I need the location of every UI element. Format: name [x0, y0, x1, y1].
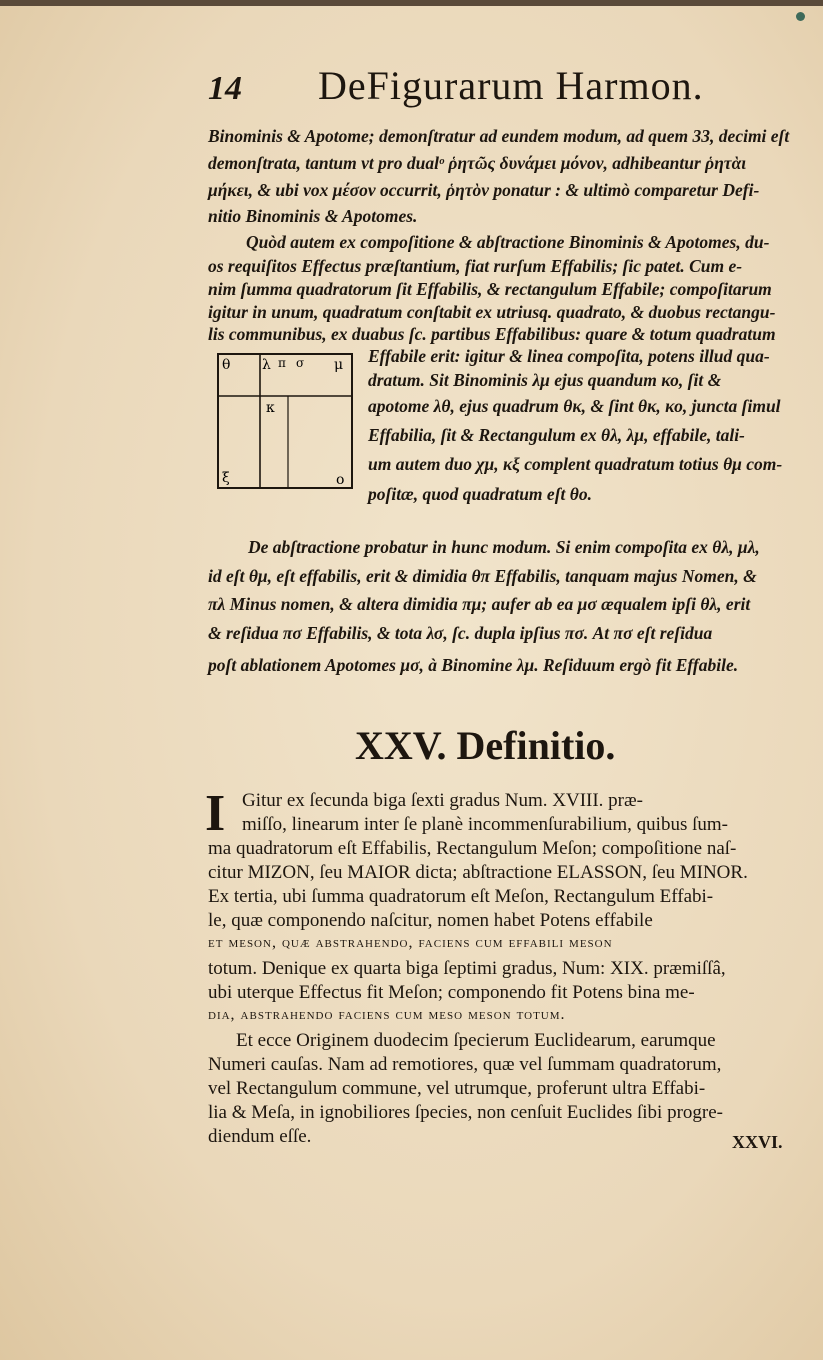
body-line: ma quadratorum eſt Effabilis, Rectangulum Meſon; compoſitione naſ- [208, 838, 737, 859]
label-theta: θ [222, 357, 231, 373]
body-line: miſſo, linearum inter ſe planè incommenſurabilium, quibus ſum- [242, 814, 728, 835]
body-line: dia, abſtrahendo faciens cum meso meson totum. [208, 1006, 566, 1023]
text-line: Quòd autem ex compoſitione & abſtractione Binominis & Apotomes, du- [246, 232, 770, 252]
page-top-edge [0, 0, 823, 6]
body-line: Ex tertia, ubi ſumma quadratorum eſt Meſon, Rectangulum Effabi- [208, 886, 714, 907]
text-line: Binominis & Apotome; demonſtratur ad eundem modum, ad quem 33, decimi eſt [208, 126, 790, 146]
text-line: Effabile erit: igitur & linea compoſita, potens illud qua- [368, 346, 770, 366]
running-title: DeFigurarum Harmon. [318, 63, 704, 108]
label-sigma: σ [296, 356, 305, 370]
label-xi: ξ [222, 470, 230, 486]
text-line: os requiſitos Effectus præſtantium, fiat rurſum Effabilis; ſic patet. Cum e- [208, 256, 743, 276]
body-line: et meson, quæ abſtrahendo, faciens cum effabili meson [208, 934, 613, 951]
text-line: poſitæ, quod quadratum eſt θο. [368, 484, 592, 504]
body-line: diendum eſſe. [208, 1126, 312, 1147]
text-line: apotome λθ, ejus quadrum θκ, & ſint θκ, κο, juncta ſimul [368, 396, 781, 416]
body-line: lia & Meſa, in ignobiliores ſpecies, non cenſuit Euclides ſibi progre- [208, 1102, 723, 1123]
body-line: totum. Denique ex quarta biga ſeptimi gradus, Num: XIX. præmiſſâ, [208, 958, 726, 979]
label-mu: μ [334, 357, 344, 373]
text-line: dratum. Sit Binominis λμ ejus quandum κο, ſit & [368, 370, 722, 390]
definition-title: XXV. Definitio. [355, 723, 616, 768]
text-line: De abſtractione probatur in hunc modum. Si enim compoſita ex θλ, μλ, [248, 537, 760, 557]
text-line: igitur in unum, quadratum conſtabit ex utriusq. quadrato, & duobus rectangu- [208, 302, 776, 322]
catchword: XXVI. [732, 1132, 783, 1152]
label-kappa: κ [266, 400, 275, 416]
body-line: Et ecce Originem duodecim ſpecierum Euclidearum, earumque [236, 1030, 716, 1051]
text-line: um autem duo χμ, κξ complent quadratum totius θμ com- [368, 454, 783, 474]
text-line: id eſt θμ, eſt effabilis, erit & dimidia θπ Effabilis, tanquam majus Nomen, & [208, 566, 757, 586]
page-number: 14 [208, 70, 242, 107]
text-line: nim ſumma quadratorum ſit Effabilis, & rectangulum Effabile; compoſitarum [208, 279, 772, 299]
label-omicron: ο [336, 472, 345, 488]
drop-cap: I [205, 785, 226, 842]
ink-spot [796, 12, 805, 21]
text-line: Effabilia, ſit & Rectangulum ex θλ, λμ, effabile, tali- [368, 425, 745, 445]
body-line: vel Rectangulum commune, vel utrumque, proferunt ultra Effabi- [208, 1078, 706, 1099]
body-line: Numeri cauſas. Nam ad remotiores, quæ vel ſummam quadratorum, [208, 1054, 722, 1075]
label-lambda: λ [262, 357, 271, 373]
text-line: nitio Binominis & Apotomes. [208, 206, 418, 226]
text-line: lis communibus, ex duabus ſc. partibus Effabilibus: quare & totum quadratum [208, 324, 776, 344]
body-line: Gitur ex ſecunda biga ſexti gradus Num. XVIII. præ- [242, 790, 644, 811]
body-line: citur MIZON, ſeu MAIOR dicta; abſtractione ELASSON, ſeu MINOR. [208, 862, 748, 883]
text-line: demonſtrata, tantum vt pro dualᵒ ῥητῶς δυνάμει μόνον, adhibeantur ῥητὰι [208, 153, 747, 173]
geometric-square-diagram [216, 350, 354, 490]
text-line: poſt ablationem Apotomes μσ, à Binomine λμ. Reſiduum ergò fit Effabile. [208, 655, 739, 675]
body-line: le, quæ componendo naſcitur, nomen habet Potens effabile [208, 910, 653, 931]
label-pi: π [278, 356, 286, 370]
text-line: μήκει, & ubi vox μέσον occurrit, ῥητὸν ponatur : & ultimò comparetur Defi- [208, 180, 760, 200]
text-line: πλ Minus nomen, & altera dimidia πμ; aufer ab ea μσ æqualem ipſi θλ, erit [208, 594, 751, 614]
text-line: & reſidua πσ Effabilis, & tota λσ, ſc. dupla ipſius πσ. At πσ eſt reſidua [208, 623, 713, 643]
body-line: ubi uterque Effectus fit Meſon; componendo fit Potens bina me- [208, 982, 695, 1003]
outer-square [218, 354, 352, 488]
